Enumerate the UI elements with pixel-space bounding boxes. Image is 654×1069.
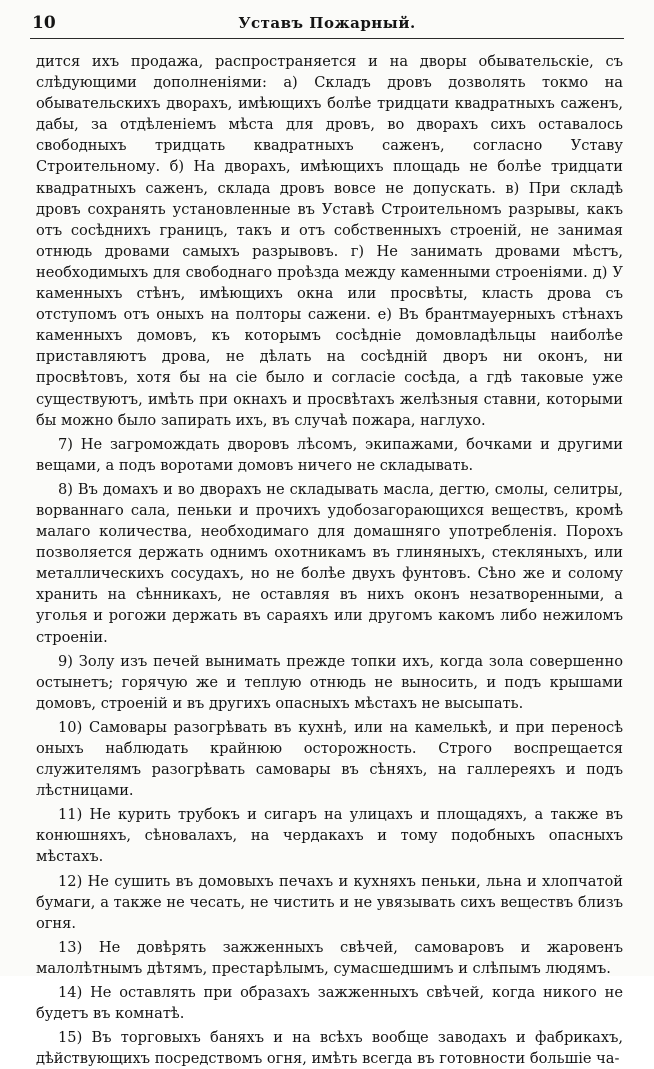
paragraph-rule-12: 12) Не сушить въ домовыхъ печахъ и кухняхъ пеньки, льна и хлопчатой бумаги, а также не чесать, не чистить и не увязывать сихъ веществъ близъ огня. bbox=[36, 872, 623, 932]
paragraph-rule-10: 10) Самовары разогрѣвать въ кухнѣ, или на камелькѣ, и при переносѣ оныхъ наблюдать крайнюю осторожность. Строго воспрещается служителямъ разогрѣвать самовары въ сѣняхъ, на галлереяхъ и подъ лѣстницами. bbox=[36, 718, 623, 800]
paragraph-rule-15: 15) Въ торговыхъ баняхъ и на всѣхъ вообще заводахъ и фабрикахъ, дѣйствующихъ посредствомъ огня, имѣть всегда въ готовности большіе ча- bbox=[36, 1029, 623, 1068]
paragraph-rule-14: 14) Не оставлять при образахъ зажженныхъ свѣчей, когда никого не будетъ въ комнатѣ. bbox=[36, 984, 623, 1023]
paragraph-rule-8: 8) Въ домахъ и во дворахъ не складывать масла, дегтю, смолы, селитры, ворваннаго сала, пеньки и прочихъ удобозагорающихся веществъ, кромѣ малаго количества, необходимаго для домашняго употребленія. Порохъ позволяется держать однимъ охотникамъ въ глиняныхъ, стекляныхъ, или металлическихъ сосудахъ, но не болѣе двухъ фунтовъ. Сѣно же и солому хранить на сѣнникахъ, не оставляя въ нихъ оконъ незатворенными, а уголья и рогожи держать въ сараяхъ или другомъ какомъ либо нежиломъ строеніи. bbox=[36, 480, 623, 646]
running-title: Уставъ Пожарный. bbox=[238, 14, 416, 32]
body-text bbox=[36, 51, 623, 1069]
paragraph-rule-11: 11) Не курить трубокъ и сигаръ на улицахъ и площадяхъ, а также въ конюшняхъ, сѣновалахъ, на чердакахъ и тому подобныхъ опасныхъ мѣстахъ. bbox=[36, 806, 623, 866]
paragraph-rule-7: 7) Не загромождать дворовъ лѣсомъ, экипажами, бочками и другими вещами, а подъ воротами домовъ ничего не складывать. bbox=[36, 435, 623, 474]
running-header bbox=[30, 12, 624, 39]
paragraph-rule-13: 13) Не довѣрять зажженныхъ свѣчей, самоваровъ и жаровенъ малолѣтнымъ дѣтямъ, престарѣлымъ, сумасшедшимъ и слѣпымъ людямъ. bbox=[36, 938, 623, 977]
paragraph-continuation: дится ихъ продажа, распространяется и на дворы обывательскіе, съ слѣдующими дополненіями: а) Складъ дровъ дозволять токмо на обывательскихъ дворахъ, имѣющихъ болѣе тридцати квадратныхъ саженъ, дабы, за отдѣленіемъ мѣста для дровъ, во дворахъ сихъ оставалось свободныхъ тридцать квадратныхъ саженъ, согласно Уставу Строительному. б) На дворахъ, имѣющихъ площадь не болѣе тридцати квадратныхъ саженъ, склада дровъ вовсе не допускать. в) При складѣ дровъ сохранять установленные въ Уставѣ Строительномъ разрывы, какъ отъ сосѣднихъ границъ, такъ и отъ собственныхъ строеній, не занимая отнюдь дровами самыхъ разрывовъ. г) Не занимать дровами мѣстъ, необходимыхъ для свободнаго проѣзда между каменными строеніями. д) У каменныхъ стѣнъ, имѣющихъ окна или просвѣты, класть дрова съ отступомъ отъ оныхъ на полторы сажени. е) Въ брантмауерныхъ стѣнахъ каменныхъ домовъ, къ которымъ сосѣдніе домовладѣльцы наиболѣе приставляютъ дрова, не дѣлать на сосѣдній дворъ ни оконъ, ни просвѣтовъ, хотя бы на сіе было и согласіе сосѣда, а гдѣ таковые уже существуютъ, имѣть при окнахъ и просвѣтахъ желѣзныя ставни, которыми бы можно было запирать ихъ, въ случаѣ пожара, наглухо. bbox=[36, 53, 623, 429]
paragraph-rule-9: 9) Золу изъ печей вынимать прежде топки ихъ, когда зола совершенно остынетъ; горячую же и теплую отнюдь не выносить, и подъ крышами домовъ, строеній и въ другихъ опасныхъ мѣстахъ не высыпать. bbox=[36, 652, 623, 712]
page-number: 10 bbox=[32, 13, 56, 33]
